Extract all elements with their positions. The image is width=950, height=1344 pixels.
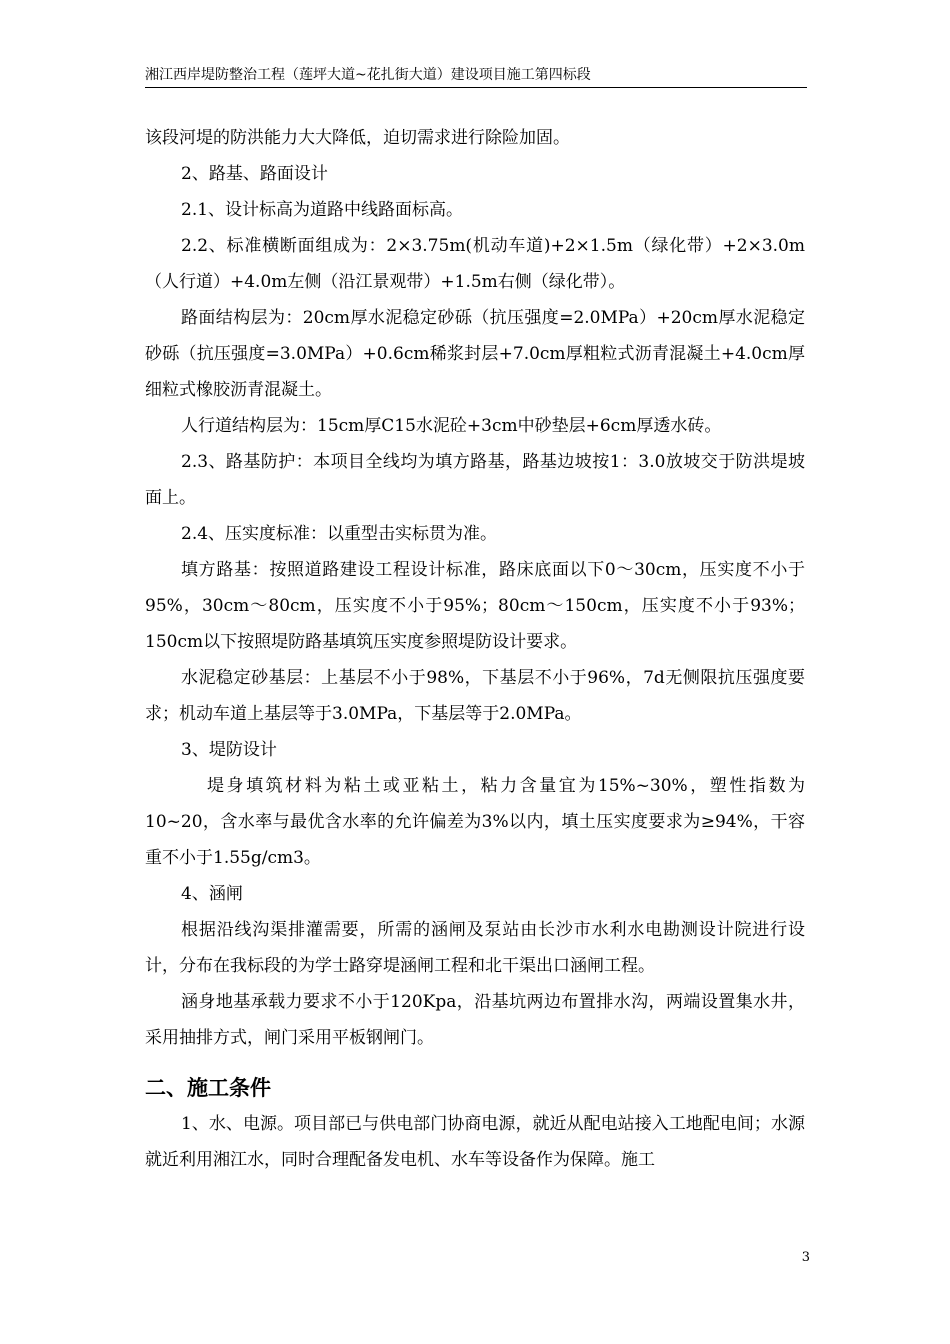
paragraph: 该段河堤的防洪能力大大降低，迫切需求进行除险加固。: [145, 128, 570, 148]
paragraph: 涵身地基承载力要求不小于120Kpa，沿基坑两边布置排水沟，两端设置集水井，采用抽排方式，闸门采用平板钢闸门。: [145, 992, 805, 1048]
paragraph: 2.3、路基防护：本项目全线均为填方路基，路基边坡按1：3.0放坡交于防洪堤坡面上。: [145, 452, 805, 508]
paragraph: 2.2、标准横断面组成为：2×3.75m(机动车道)+2×1.5m（绿化带）+2×3.0m（人行道）+4.0m左侧（沿江景观带）+1.5m右侧（绿化带）。: [145, 236, 805, 292]
paragraph: 根据沿线沟渠排灌需要，所需的涵闸及泵站由长沙市水利水电勘测设计院进行设计，分布在我标段的为学士路穿堤涵闸工程和北干渠出口涵闸工程。: [145, 920, 805, 976]
paragraph: 水泥稳定砂基层：上基层不小于98%，下基层不小于96%，7d无侧限抗压强度要求；机动车道上基层等于3.0MPa，下基层等于2.0MPa。: [145, 668, 805, 724]
paragraph: 堤身填筑材料为粘土或亚粘土，粘力含量宜为15%~30%，塑性指数为10~20，含水率与最优含水率的允许偏差为3%以内，填土压实度要求为≥94%，干容重不小于1.55g/cm3。: [145, 776, 805, 868]
paragraph: 路面结构层为：20cm厚水泥稳定砂砾（抗压强度=2.0MPa）+20cm厚水泥稳定砂砾（抗压强度=3.0MPa）+0.6cm稀浆封层+7.0cm厚粗粒式沥青混凝土+4.0cm厚细粒式橡胶沥青混凝土。: [145, 308, 805, 400]
subheading: 3、堤防设计: [181, 740, 277, 760]
paragraph: 人行道结构层为：15cm厚C15水泥砼+3cm中砂垫层+6cm厚透水砖。: [181, 416, 722, 436]
subheading: 2、路基、路面设计: [181, 164, 328, 184]
document-body: [145, 120, 805, 1178]
subheading: 4、涵闸: [181, 884, 243, 904]
page-number: 3: [801, 1250, 810, 1265]
header-rule: [145, 87, 807, 88]
paragraph: 2.1、设计标高为道路中线路面标高。: [181, 200, 464, 220]
section-heading: 二、施工条件: [145, 1075, 271, 1100]
paragraph: 2.4、压实度标准：以重型击实标贯为准。: [181, 524, 498, 544]
running-header: 湘江西岸堤防整治工程（莲坪大道~花扎街大道）建设项目施工第四标段: [145, 67, 591, 83]
paragraph: 填方路基：按照道路建设工程设计标准，路床底面以下0～30cm，压实度不小于95%，30cm～80cm，压实度不小于95%；80cm～150cm，压实度不小于93%；150cm以下按照堤防路基填筑压实度参照堤防设计要求。: [145, 560, 805, 652]
paragraph: 1、水、电源。项目部已与供电部门协商电源，就近从配电站接入工地配电间；水源就近利用湘江水，同时合理配备发电机、水车等设备作为保障。施工: [145, 1114, 805, 1170]
